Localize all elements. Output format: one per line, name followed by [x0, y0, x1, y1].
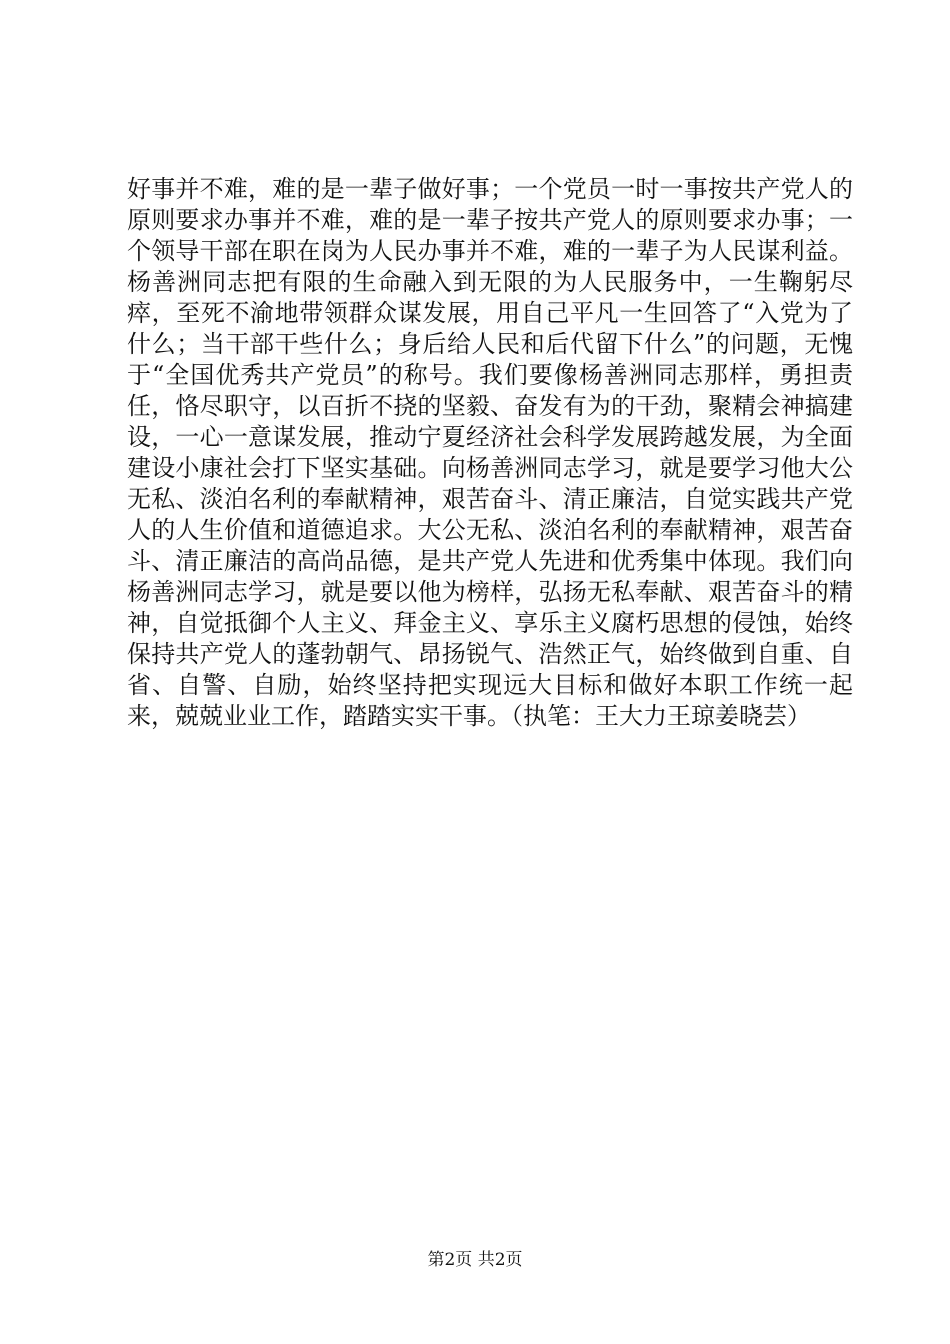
body-paragraph: 好事并不难，难的是一辈子做好事；一个党员一时一事按共产党人的原则要求办事并不难，难的是一辈子按共产党人的原则要求办事；一个领导干部在职在岗为人民办事并不难，难的一辈子为人民谋利益。杨善洲同志把有限的生命融入到无限的为人民服务中，一生鞠躬尽瘁，至死不渝地带领群众谋发展，用自己平凡一生回答了“入党为了什么；当干部干些什么；身后给人民和后代留下什么”的问题，无愧于“全国优秀共产党员”的称号。我们要像杨善洲同志那样，勇担责任，恪尽职守，以百折不挠的坚毅、奋发有为的干劲，聚精会神搞建设，一心一意谋发展，推动宁夏经济社会科学发展跨越发展，为全面建设小康社会打下坚实基础。向杨善洲同志学习，就是要学习他大公无私、淡泊名利的奉献精神，艰苦奋斗、清正廉洁，自觉实践共产党人的人生价值和道德追求。大公无私、淡泊名利的奉献精神，艰苦奋斗、清正廉洁的高尚品德，是共产党人先进和优秀集中体现。我们向杨善洲同志学习，就是要以他为榜样，弘扬无私奉献、艰苦奋斗的精神，自觉抵御个人主义、拜金主义、享乐主义腐朽思想的侵蚀，始终保持共产党人的蓬勃朝气、昂扬锐气、浩然正气，始终做到自重、自省、自警、自励，始终坚持把实现远大目标和做好本职工作统一起来，兢兢业业工作，踏踏实实干事。（执笔：王大力王琼姜晓芸） — [127, 175, 853, 730]
page-number-footer: 第2页 共2页 — [427, 1250, 523, 1270]
